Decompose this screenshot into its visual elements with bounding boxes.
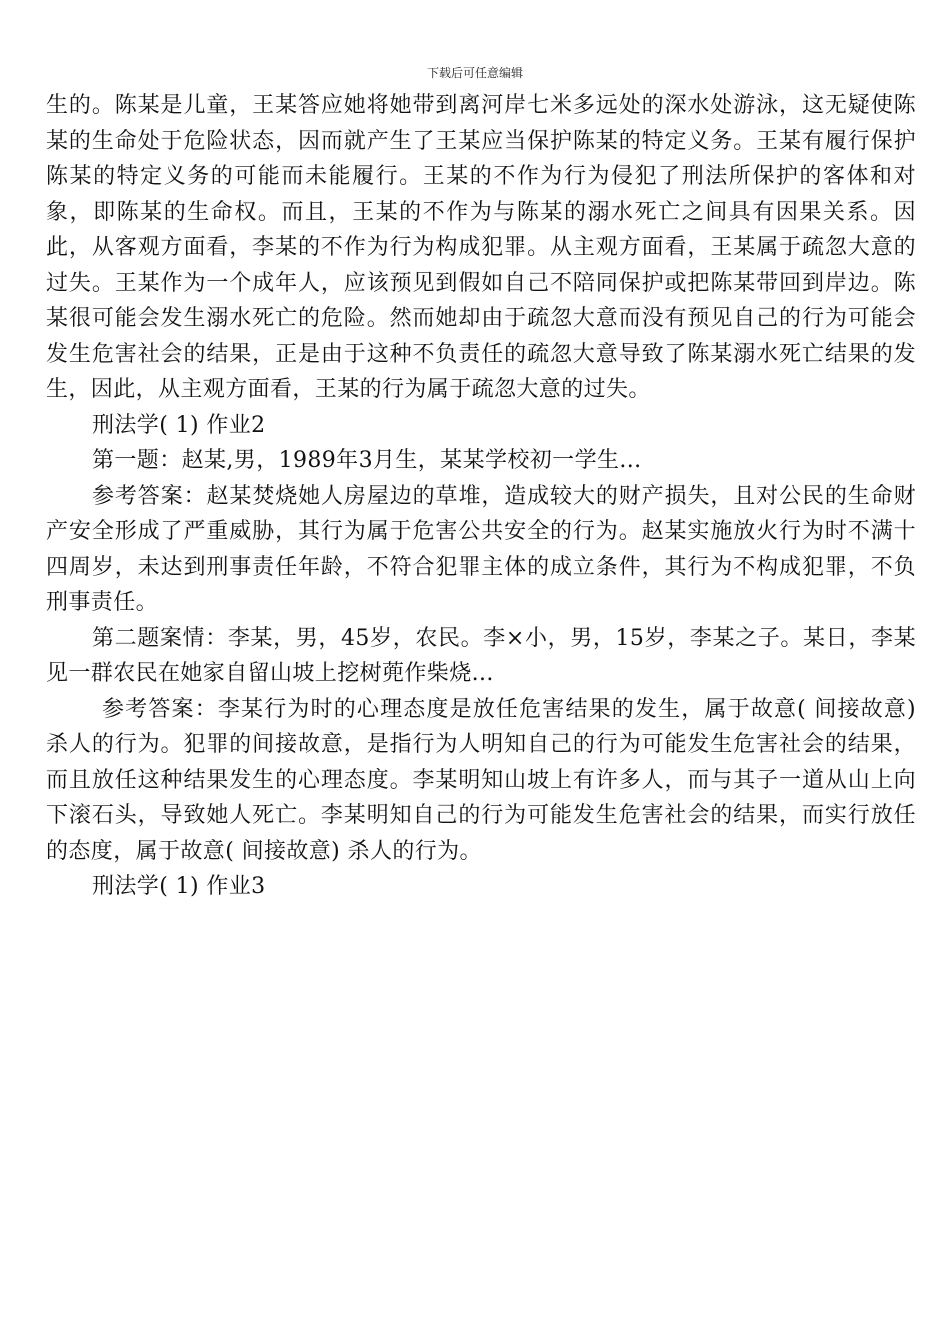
answer-2: 参考答案：李某行为时的心理态度是放任危害结果的发生，属于故意( 间接故意) 杀人的行为。犯罪的间接故意，是指行为人明知自己的行为可能发生危害社会的结果，而且放任这种结果发生的心理态度。李某明知山坡上有许多人，而与其子一道从山上向下滚石头，导致她人死亡。李某明知自己的行为可能发生危害社会的结果，而实行放任的态度，属于故意( 间接故意) 杀人的行为。 xyxy=(46,696,916,864)
document-body xyxy=(46,88,916,905)
question-2: 第二题案情：李某，男，45岁，农民。李×小，男，15岁，李某之子。某日，李某见一群农民在她家自留山坡上挖树蔸作柴烧... xyxy=(46,625,916,686)
heading-homework-2: 刑法学( 1) 作业2 xyxy=(92,412,266,438)
answer-1: 参考答案：赵某焚烧她人房屋边的草堆，造成较大的财产损失，且对公民的生命财产安全形成了严重威胁，其行为属于危害公共安全的行为。赵某实施放火行为时不满十四周岁，未达到刑事责任年龄，不符合犯罪主体的成立条件，其行为不构成犯罪，不负刑事责任。 xyxy=(46,483,916,615)
heading-homework-3: 刑法学( 1) 作业3 xyxy=(92,874,266,899)
page-header: 下载后可任意编辑 xyxy=(426,66,523,80)
paragraph-case-analysis: 生的。陈某是儿童，王某答应她将她带到离河岸七米多远处的深水处游泳，这无疑使陈某的生命处于危险状态，因而就产生了王某应当保护陈某的特定义务。王某有履行保护陈某的特定义务的可能而未能履行。王某的不作为行为侵犯了刑法所保护的客体和对象，即陈某的生命权。而且，王某的不作为与陈某的溺水死亡之间具有因果关系。因此，从客观方面看，李某的不作为行为构成犯罪。从主观方面看，王某属于疏忽大意的过失。王某作为一个成年人，应该预见到假如自己不陪同保护或把陈某带回到岸边。陈某很可能会发生溺水死亡的危险。然而她却由于疏忽大意而没有预见自己的行为可能会发生危害社会的结果，正是由于这种不负责任的疏忽大意导致了陈某溺水死亡结果的发生，因此，从主观方面看，王某的行为属于疏忽大意的过失。 xyxy=(46,93,916,402)
question-1: 第一题：赵某,男，1989年3月生，某某学校初一学生... xyxy=(92,448,642,473)
